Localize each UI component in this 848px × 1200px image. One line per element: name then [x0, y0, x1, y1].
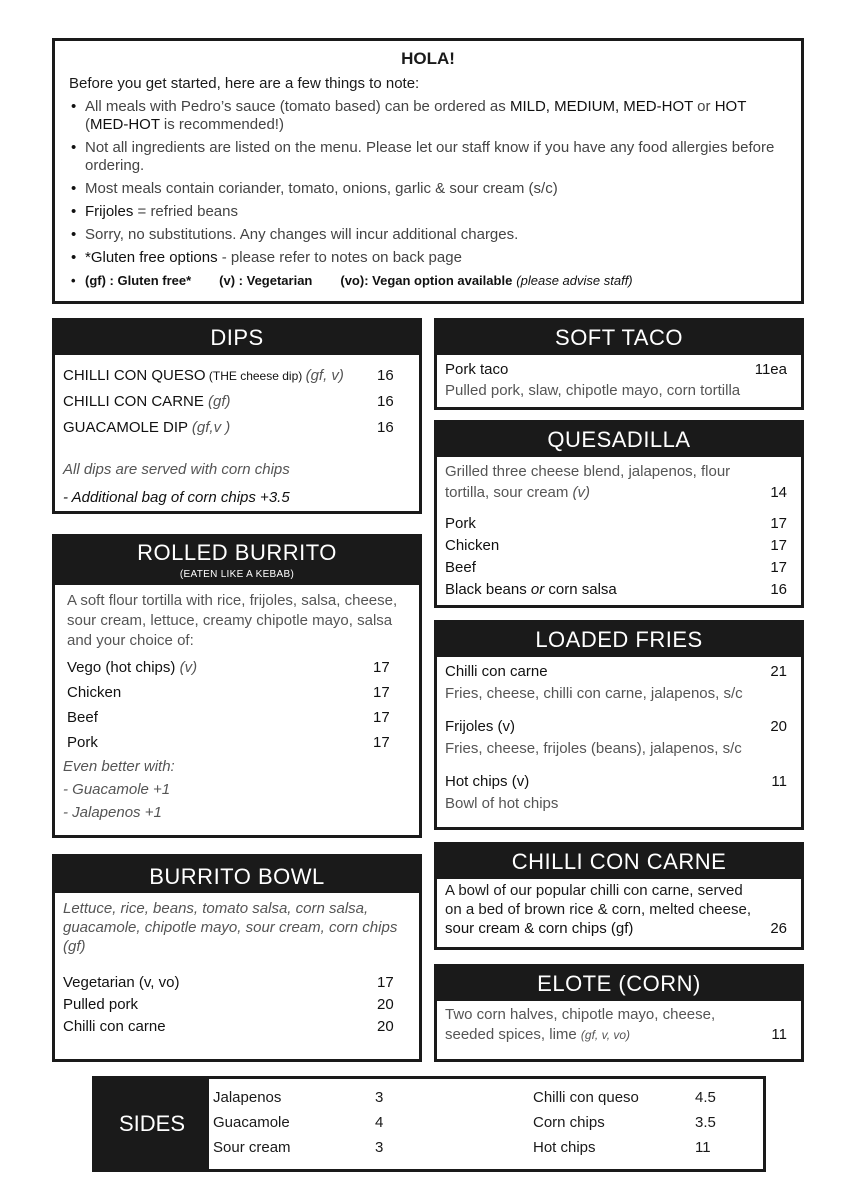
burrito-bowl-desc: Lettuce, rice, beans, tomato salsa, corn salsa, guacamole, chipotle mayo, sour cream, corn chips (gf) — [63, 900, 398, 955]
menu-item: Black beans or corn salsa 16 — [445, 581, 787, 598]
dietary-key: • (gf) : Gluten free* (v) : Vegetarian (vo): Vegan option available (please advise staff) — [81, 272, 787, 290]
burrito-bowl-section — [52, 854, 422, 1062]
menu-item: Hot chips (v) 11 — [445, 773, 787, 790]
hola-title: HOLA! — [401, 49, 455, 68]
extra-guacamole: - Guacamole +1 — [63, 781, 171, 798]
chilli-con-carne-section — [434, 842, 804, 950]
menu-item: Pork 17 — [67, 734, 390, 751]
side-name: Guacamole — [213, 1114, 290, 1131]
note-allergies: • Not all ingredients are listed on the menu. Please let our staff know if you have any food allergies before ordering. — [81, 139, 787, 175]
side-name: Corn chips — [533, 1114, 605, 1131]
menu-item: Pulled pork 20 — [63, 996, 394, 1013]
note-gluten-free: • *Gluten free options - please refer to notes on back page — [81, 249, 787, 267]
menu-item: GUACAMOLE DIP (gf,v ) 16 — [63, 419, 394, 436]
side-name: Chilli con queso — [533, 1089, 639, 1106]
note-substitutions: • Sorry, no substitutions. Any changes will incur additional charges. — [81, 226, 787, 244]
quesadilla-desc: Grilled three cheese blend, jalapenos, flour tortilla, sour cream (v) 14 — [445, 463, 787, 501]
side-price: 11 — [695, 1139, 711, 1156]
elote-section — [434, 964, 804, 1062]
menu-item: Beef 17 — [445, 559, 787, 576]
quesadilla-section — [434, 420, 804, 608]
item-desc: Fries, cheese, chilli con carne, jalapenos, s/c — [445, 685, 743, 702]
dips-section — [52, 318, 422, 514]
extra-jalapenos: - Jalapenos +1 — [63, 804, 162, 821]
sides-grid — [209, 1079, 763, 1169]
menu-item: Frijoles (v) 20 — [445, 718, 787, 735]
burrito-bowl-title: BURRITO BOWL — [55, 857, 419, 893]
note-sauce: • All meals with Pedro’s sauce (tomato based) can be ordered as MILD, MEDIUM, MED-HOT or HOT (MED-HOT is recommended!) — [81, 98, 787, 134]
side-price: 3 — [375, 1139, 384, 1156]
menu-item: Chilli con carne 20 — [63, 1018, 394, 1035]
rolled-burrito-subtitle: (EATEN LIKE A KEBAB) — [179, 569, 295, 580]
dips-addon: - Additional bag of corn chips +3.5 — [63, 489, 290, 506]
menu-item: Chilli con carne 21 — [445, 663, 787, 680]
chilli-desc-price: sour cream & corn chips (gf) 26 — [445, 920, 787, 937]
menu-item: Vegetarian (v, vo) 17 — [63, 974, 394, 991]
dips-title: DIPS — [55, 321, 419, 355]
soft-taco-desc: Pulled pork, slaw, chipotle mayo, corn tortilla — [445, 382, 741, 399]
rolled-burrito-desc: A soft flour tortilla with rice, frijoles, salsa, cheese, sour cream, lettuce, creamy chipotle mayo, salsa and your choice of: — [67, 592, 398, 649]
quesadilla-title: QUESADILLA — [437, 423, 801, 457]
dips-note: All dips are served with corn chips — [63, 461, 290, 478]
notes-list — [69, 98, 787, 290]
menu-item: CHILLI CON QUESO (THE cheese dip) (gf, v) 16 — [63, 367, 394, 384]
menu-item: Vego (hot chips) (v) 17 — [67, 659, 390, 676]
loaded-fries-section — [434, 620, 804, 830]
menu-item: Chicken 17 — [67, 684, 390, 701]
item-desc: Bowl of hot chips — [445, 795, 559, 812]
hola-intro: Before you get started, here are a few things to note: — [69, 75, 420, 92]
menu-item: Pork 17 — [445, 515, 787, 532]
menu-item: CHILLI CON CARNE (gf) 16 — [63, 393, 394, 410]
menu-item: Beef 17 — [67, 709, 390, 726]
side-name: Hot chips — [533, 1139, 596, 1156]
rolled-burrito-title: ROLLED BURRITO (EATEN LIKE A KEBAB) — [55, 537, 419, 585]
side-price: 3.5 — [695, 1114, 716, 1131]
menu-item: Chicken 17 — [445, 537, 787, 554]
sides-title: SIDES — [95, 1079, 209, 1169]
note-frijoles: • Frijoles = refried beans — [81, 203, 787, 221]
menu-item: Pork taco 11ea — [445, 361, 787, 378]
elote-title: ELOTE (CORN) — [437, 967, 801, 1001]
elote-desc-line: Two corn halves, chipotle mayo, cheese, — [445, 1006, 716, 1023]
item-desc: Fries, cheese, frijoles (beans), jalapenos, s/c — [445, 740, 742, 757]
elote-desc-price: seeded spices, lime (gf, v, vo) 11 — [445, 1026, 787, 1043]
chilli-desc-line: on a bed of brown rice & corn, melted cheese, — [445, 901, 752, 918]
better-with-label: Even better with: — [63, 758, 175, 775]
side-price: 3 — [375, 1089, 384, 1106]
soft-taco-section — [434, 318, 804, 410]
loaded-fries-title: LOADED FRIES — [437, 623, 801, 657]
hola-notice — [52, 38, 804, 304]
chilli-desc-line: A bowl of our popular chilli con carne, served — [445, 882, 743, 899]
chilli-con-carne-title: CHILLI CON CARNE — [437, 845, 801, 879]
soft-taco-title: SOFT TACO — [437, 321, 801, 355]
note-ingredients: • Most meals contain coriander, tomato, onions, garlic & sour cream (s/c) — [81, 180, 787, 198]
side-price: 4 — [375, 1114, 384, 1131]
rolled-burrito-section — [52, 534, 422, 838]
sides-section — [92, 1076, 766, 1172]
side-price: 4.5 — [695, 1089, 716, 1106]
side-name: Jalapenos — [213, 1089, 282, 1106]
side-name: Sour cream — [213, 1139, 291, 1156]
